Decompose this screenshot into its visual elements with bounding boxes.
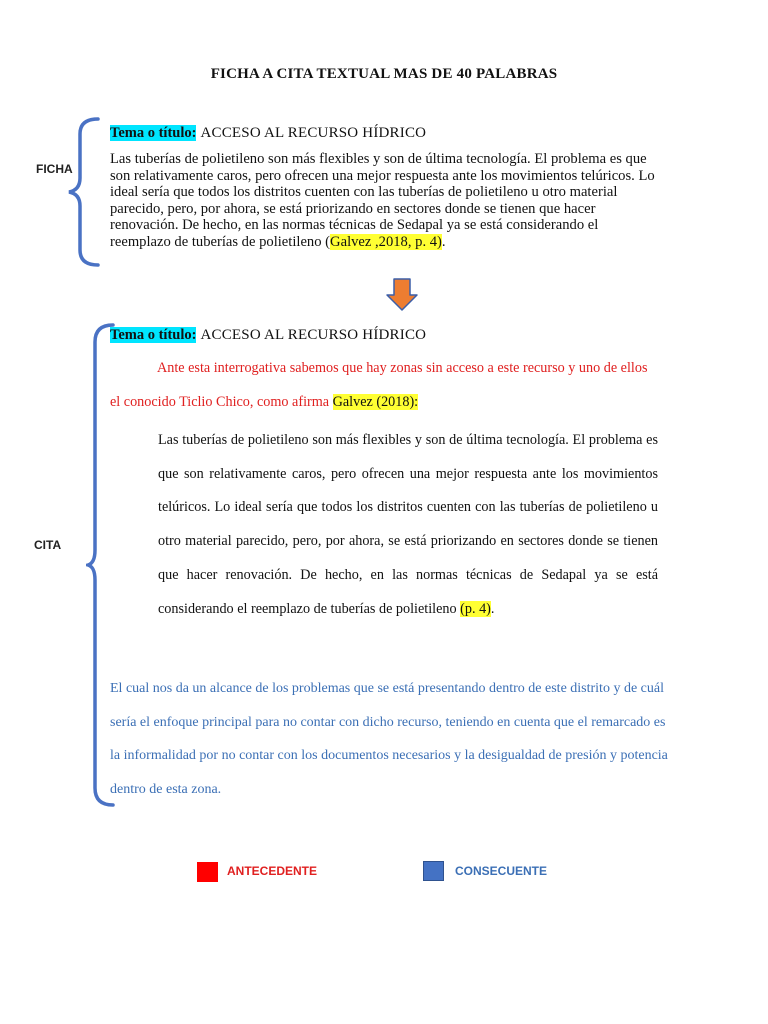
quote-text: Las tuberías de polietileno son más flexibles y son de última tecnología. El problema es que son relativamente caros, pero ofrecen una mejor respuesta ante los movimientos telúricos. Lo ideal sería que todos los distritos cuenten con las tuberías de polietileno u otro material parecido, pero, por ahora, se está priorizando en sectores donde se tienen que hacer renovación. De hecho, en las normas técnicas de Sedapal ya se está considerando el reemplazo de tuberías de polietileno [158,432,658,617]
ficha-side-label: FICHA [36,162,73,176]
quote-end: . [490,600,495,617]
antecedente-legend-label: ANTECEDENTE [227,864,318,878]
cita-block-quote [158,424,658,626]
ficha-citation: Galvez ,2018, p. 4) [330,233,442,250]
ficha-tema-label: Tema o título: [110,125,197,141]
cita-tema-row [110,326,426,344]
cita-tema-value: ACCESO AL RECURSO HÍDRICO [200,327,427,343]
ficha-text: Las tuberías de polietileno son más flexibles y son de última tecnología. El problema es que son relativamente caros, pero ofrecen una mejor respuesta ante los movimientos telúricos. Lo ideal sería que todos los distritos cuenten con las tuberías de polietileno u otro material parecido, pero, por ahora, se está priorizando en sectores donde se tienen que hacer renovación. De hecho, en las normas técnicas de Sedapal ya se está considerando el reemplazo de tuberías de polietileno ( [110,151,655,250]
cita-intro-text: Ante esta interrogativa sabemos que hay zonas sin acceso a este recurso y uno de ellos el conocido Ticlio Chico, como afirma [110,360,648,410]
ficha-brace [66,116,102,268]
consecuente-color-swatch [423,861,444,881]
ficha-paragraph [110,151,658,251]
cita-intro-citation: Galvez (2018): [332,394,419,410]
cita-consequent-paragraph: El cual nos da un alcance de los problemas que se está presentando dentro de este distrito y de cuál sería el enfoque principal para no contar con dicho recurso, teniendo en cuenta que el remarcado es la informalidad por no contar con los documentos necesarios y la desigualdad de presión y potencia dentro de esta zona. [110,681,668,797]
ficha-text-end: . [441,233,446,250]
down-arrow-icon [384,277,420,313]
page-title: FICHA A CITA TEXTUAL MAS DE 40 PALABRAS [210,66,558,82]
cita-tema-label: Tema o título: [110,327,197,343]
ficha-tema-value: ACCESO AL RECURSO HÍDRICO [200,125,427,141]
ficha-tema-row [110,124,426,142]
consecuente-legend-label: CONSECUENTE [455,864,548,878]
quote-citation: (p. 4) [460,600,491,617]
antecedente-color-swatch [197,862,218,882]
cita-side-label: CITA [34,538,62,552]
cita-intro-paragraph [110,351,658,419]
